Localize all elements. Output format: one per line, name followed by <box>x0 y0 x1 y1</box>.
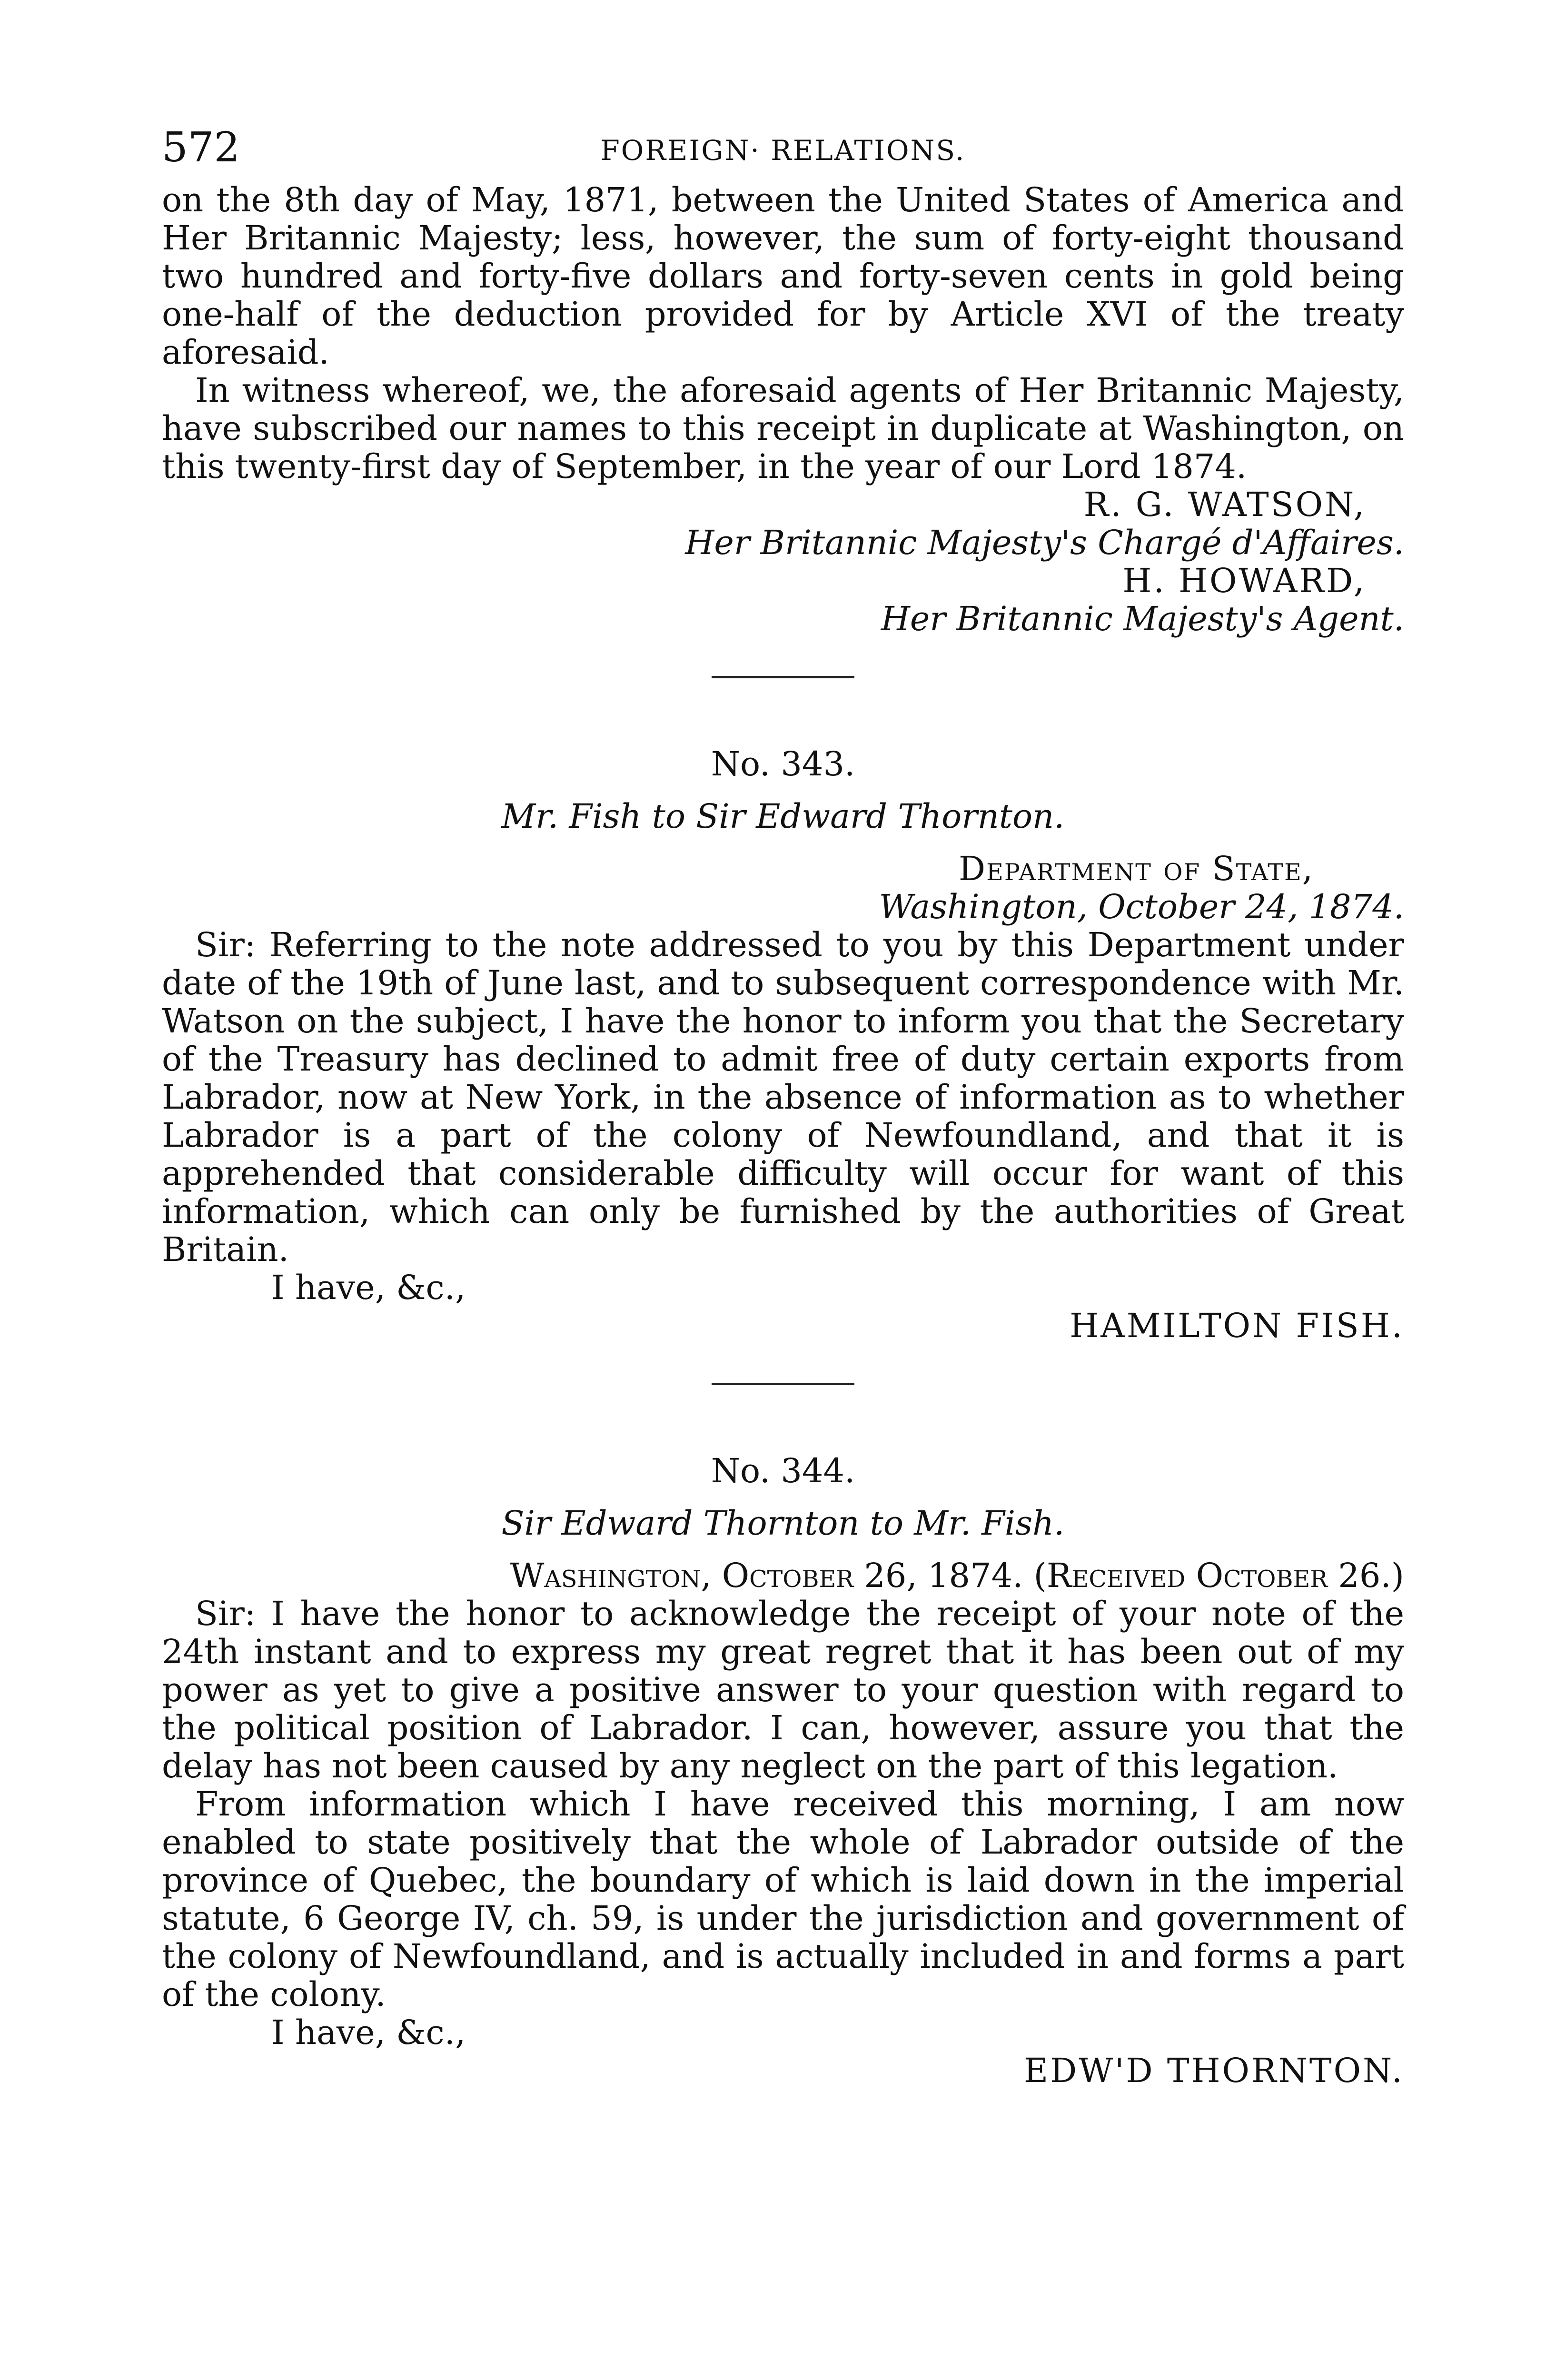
letter-343-signature: HAMILTON FISH. <box>1070 1306 1404 1345</box>
signer2-title: Her Britannic Majesty's Agent. <box>881 599 1404 638</box>
letter-343-closing: I have, &c., <box>271 1268 466 1307</box>
signer1-title: Her Britannic Majesty's Chargé d'Affaires. <box>685 523 1404 562</box>
receipt-witness-paragraph: In witness whereof, we, the aforesaid agents of Her Britannic Majesty, have subscribed our names to this receipt in duplicate at Washington, on this twenty-first day of September, in the year of our Lord 1874. <box>162 371 1404 486</box>
letter-344-dateline: Washington, October 26, 1874. (Received October 26.) <box>510 1556 1404 1595</box>
running-head: FOREIGN· RELATIONS. <box>600 134 966 167</box>
letter-344-body-1: Sir: I have the honor to acknowledge the receipt of your note of the 24th instant and to express my great regret that it has been out of my power as yet to give a positive answer to your question with regard to the political position of Labrador. I can, however, assure you that the delay has not been caused by any neglect on the part of this legation. <box>162 1594 1404 1785</box>
letter-344-heading: Sir Edward Thornton to Mr. Fish. <box>501 1504 1065 1543</box>
letter-344-body-2: From information which I have received this morning, I am now enabled to state positively that the whole of Labrador outside of the province of Quebec, the boundary of which is laid down in the imperial statute, 6 George IV, ch. 59, is under the jurisdiction and government of the colony of Newfoundland, and is actually included in and forms a part of the colony. <box>162 1785 1404 2014</box>
signer2-name: H. HOWARD, <box>1122 561 1366 600</box>
receipt-continuation: on the 8th day of May, 1871, between the United States of America and Her Britannic Majesty; less, however, the sum of forty-eight thousand two hundred and forty-five dollars and forty-seven cents in gold being one-half of the deduction provided for by Article XVI of the treaty aforesaid. <box>162 180 1404 372</box>
letter-343-dateline-date: Washington, October 24, 1874. <box>879 887 1404 926</box>
letter-344-closing: I have, &c., <box>271 2013 466 2052</box>
document-page <box>162 124 1404 2090</box>
page-number: 572 <box>162 124 240 171</box>
letter-343-heading: Mr. Fish to Sir Edward Thornton. <box>501 797 1065 836</box>
letter-343-dateline-office: Department of State, <box>958 849 1314 888</box>
letter-344-number: No. 344. <box>711 1451 855 1490</box>
letter-344-signature: EDW'D THORNTON. <box>1024 2051 1404 2090</box>
page-header <box>162 124 1404 181</box>
signer1-name: R. G. WATSON, <box>1083 485 1366 524</box>
letter-343-number: No. 343. <box>711 744 855 783</box>
letter-343-body: Sir: Referring to the note addressed to you by this Department under date of the 19th of June last, and to subsequent correspondence with Mr. Watson on the subject, I have the honor to inform you that the Secretary of the Treasury has declined to admit free of duty certain exports from Labrador, now at New York, in the absence of information as to whether Labrador is a part of the colony of Newfoundland, and that it is apprehended that considerable difficulty will occur for want of this information, which can only be furnished by the authorities of Great Britain. <box>162 925 1404 1269</box>
